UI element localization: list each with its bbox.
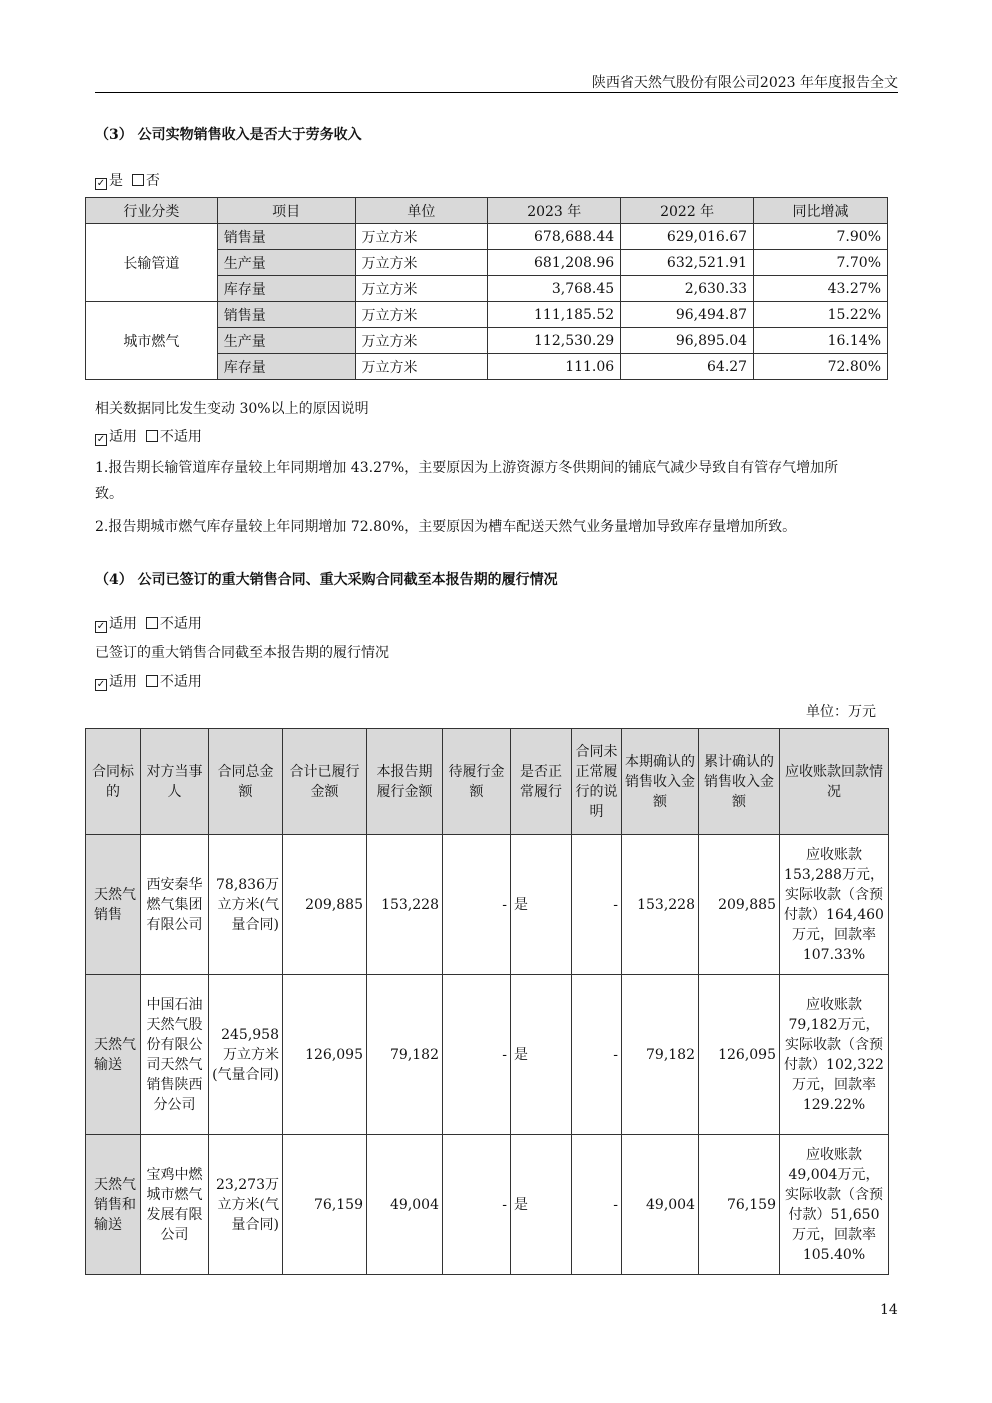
category-cell: 长输管道 [86, 224, 218, 302]
table-row [86, 975, 889, 1135]
sub-title: 已签订的重大销售合同截至本报告期的履行情况 [95, 645, 389, 661]
report-header: 陕西省天然气股份有限公司2023 年年度报告全文 [591, 75, 898, 91]
value-2023-cell: 678,688.44 [488, 224, 621, 250]
performed-cell: 209,885 [283, 835, 367, 975]
category-cell: 城市燃气 [86, 302, 218, 380]
value-2023-cell: 112,530.29 [488, 328, 621, 354]
value-2023-cell: 111,185.52 [488, 302, 621, 328]
normal-cell: 是 [511, 1135, 572, 1275]
table-row [86, 835, 889, 975]
receivable-cell: 应收账款153,288万元，实际收款（含预付款）164,460万元，回款率107.33% [780, 835, 889, 975]
reason-title: 相关数据同比发生变动 30%以上的原因说明 [95, 401, 369, 417]
unchecked-box-icon [146, 675, 158, 687]
receivable-cell: 应收账款79,182万元，实际收款（含预付款）102,322万元，回款率129.22% [780, 975, 889, 1135]
unit-cell: 万立方米 [355, 276, 488, 302]
sub-check-row [95, 671, 202, 691]
item-cell: 库存量 [217, 354, 355, 380]
value-2022-cell: 96,494.87 [621, 302, 754, 328]
applicable-label: 适用 [109, 429, 137, 445]
current-cell: 49,004 [367, 1135, 443, 1275]
page-number: 14 [880, 1302, 898, 1318]
sales-volume-table [85, 197, 888, 380]
unit-cell: 万立方米 [355, 224, 488, 250]
section3-heading: （3） 公司实物销售收入是否大于劳务收入 [95, 127, 362, 143]
table-header-row [86, 729, 889, 835]
header-rule [95, 92, 898, 93]
header-pending: 待履行金额 [443, 729, 511, 835]
receivable-cell: 应收账款49,004万元，实际收款（含预付款）51,650万元，回款率105.40% [780, 1135, 889, 1275]
contracts-table [85, 728, 889, 1275]
item-cell: 库存量 [217, 276, 355, 302]
unit-cell: 万立方米 [355, 354, 488, 380]
checked-box-icon: ✓ [96, 621, 106, 632]
current-cell: 153,228 [367, 835, 443, 975]
value-2022-cell: 64.27 [621, 354, 754, 380]
total-cell: 23,273万立方米(气量合同) [209, 1135, 283, 1275]
item-cell: 销售量 [217, 302, 355, 328]
change-cell: 15.22% [754, 302, 888, 328]
party-cell: 西安秦华燃气集团有限公司 [141, 835, 209, 975]
item-cell: 生产量 [217, 250, 355, 276]
pending-cell: - [443, 975, 511, 1135]
header-subject: 合同标的 [86, 729, 141, 835]
total-cell: 245,958万立方米(气量合同) [209, 975, 283, 1135]
unit-cell: 万立方米 [355, 302, 488, 328]
subject-cell: 天然气输送 [86, 975, 141, 1135]
checked-box-icon: ✓ [96, 434, 106, 445]
check-no-label: 否 [145, 173, 160, 189]
value-2023-cell: 681,208.96 [488, 250, 621, 276]
party-cell: 中国石油天然气股份有限公司天然气销售陕西分公司 [141, 975, 209, 1135]
current-revenue-cell: 153,228 [622, 835, 699, 975]
check-yes-label: 是 [109, 173, 123, 189]
section3-check-row [95, 170, 160, 190]
current-cell: 79,182 [367, 975, 443, 1135]
header-receivable: 应收账款回款情况 [780, 729, 889, 835]
section4-heading: （4） 公司已签订的重大销售合同、重大采购合同截至本报告期的履行情况 [95, 572, 558, 588]
table-row [86, 302, 888, 328]
cumulative-revenue-cell: 126,095 [699, 975, 780, 1135]
unit-cell: 万立方米 [355, 328, 488, 354]
note-2: 2.报告期城市燃气库存量较上年同期增加 72.80%，主要原因为槽车配送天然气业务量增加导致库存量增加所致。 [95, 519, 797, 535]
change-cell: 16.14% [754, 328, 888, 354]
header-party: 对方当事人 [141, 729, 209, 835]
not-applicable-label: 不适用 [159, 616, 202, 632]
header-explain: 合同未正常履行的说明 [572, 729, 622, 835]
item-cell: 生产量 [217, 328, 355, 354]
pending-cell: - [443, 835, 511, 975]
unchecked-box-icon [132, 174, 144, 186]
table-header-row [86, 198, 888, 224]
header-2023: 2023 年 [488, 198, 621, 224]
applicable-label: 适用 [109, 616, 137, 632]
note-1-line-1: 1.报告期长输管道库存量较上年同期增加 43.27%，主要原因为上游资源方冬供期间的铺底气减少导致自有管存气增加所 [95, 460, 839, 476]
value-2022-cell: 632,521.91 [621, 250, 754, 276]
checked-box-icon: ✓ [96, 679, 106, 690]
header-cumulative-revenue: 累计确认的销售收入金额 [699, 729, 780, 835]
subject-cell: 天然气销售 [86, 835, 141, 975]
explain-cell: - [572, 1135, 622, 1275]
unit-cell: 万立方米 [355, 250, 488, 276]
performed-cell: 126,095 [283, 975, 367, 1135]
header-item: 项目 [217, 198, 355, 224]
cumulative-revenue-cell: 209,885 [699, 835, 780, 975]
value-2023-cell: 111.06 [488, 354, 621, 380]
header-total: 合同总金额 [209, 729, 283, 835]
change-cell: 43.27% [754, 276, 888, 302]
header-current: 本报告期履行金额 [367, 729, 443, 835]
header-performed: 合计已履行金额 [283, 729, 367, 835]
item-cell: 销售量 [217, 224, 355, 250]
normal-cell: 是 [511, 835, 572, 975]
value-2023-cell: 3,768.45 [488, 276, 621, 302]
table-row [86, 224, 888, 250]
note-1-line-2: 致。 [95, 486, 123, 502]
cumulative-revenue-cell: 76,159 [699, 1135, 780, 1275]
change-cell: 7.90% [754, 224, 888, 250]
section4-check-row [95, 613, 202, 633]
not-applicable-label: 不适用 [159, 429, 202, 445]
header-category: 行业分类 [86, 198, 218, 224]
total-cell: 78,836万立方米(气量合同) [209, 835, 283, 975]
normal-cell: 是 [511, 975, 572, 1135]
unit-label: 单位：万元 [806, 704, 876, 720]
applicable-check-row [95, 426, 202, 446]
pending-cell: - [443, 1135, 511, 1275]
header-current-revenue: 本期确认的销售收入金额 [622, 729, 699, 835]
explain-cell: - [572, 975, 622, 1135]
applicable-label: 适用 [109, 674, 137, 690]
value-2022-cell: 96,895.04 [621, 328, 754, 354]
unchecked-box-icon [146, 430, 158, 442]
explain-cell: - [572, 835, 622, 975]
current-revenue-cell: 49,004 [622, 1135, 699, 1275]
current-revenue-cell: 79,182 [622, 975, 699, 1135]
table-row [86, 1135, 889, 1275]
header-unit: 单位 [355, 198, 488, 224]
checked-box-icon: ✓ [96, 178, 106, 189]
header-2022: 2022 年 [621, 198, 754, 224]
subject-cell: 天然气销售和输送 [86, 1135, 141, 1275]
performed-cell: 76,159 [283, 1135, 367, 1275]
value-2022-cell: 629,016.67 [621, 224, 754, 250]
change-cell: 72.80% [754, 354, 888, 380]
change-cell: 7.70% [754, 250, 888, 276]
header-change: 同比增减 [754, 198, 888, 224]
party-cell: 宝鸡中燃城市燃气发展有限公司 [141, 1135, 209, 1275]
unchecked-box-icon [146, 617, 158, 629]
header-normal: 是否正常履行 [511, 729, 572, 835]
not-applicable-label: 不适用 [159, 674, 202, 690]
value-2022-cell: 2,630.33 [621, 276, 754, 302]
